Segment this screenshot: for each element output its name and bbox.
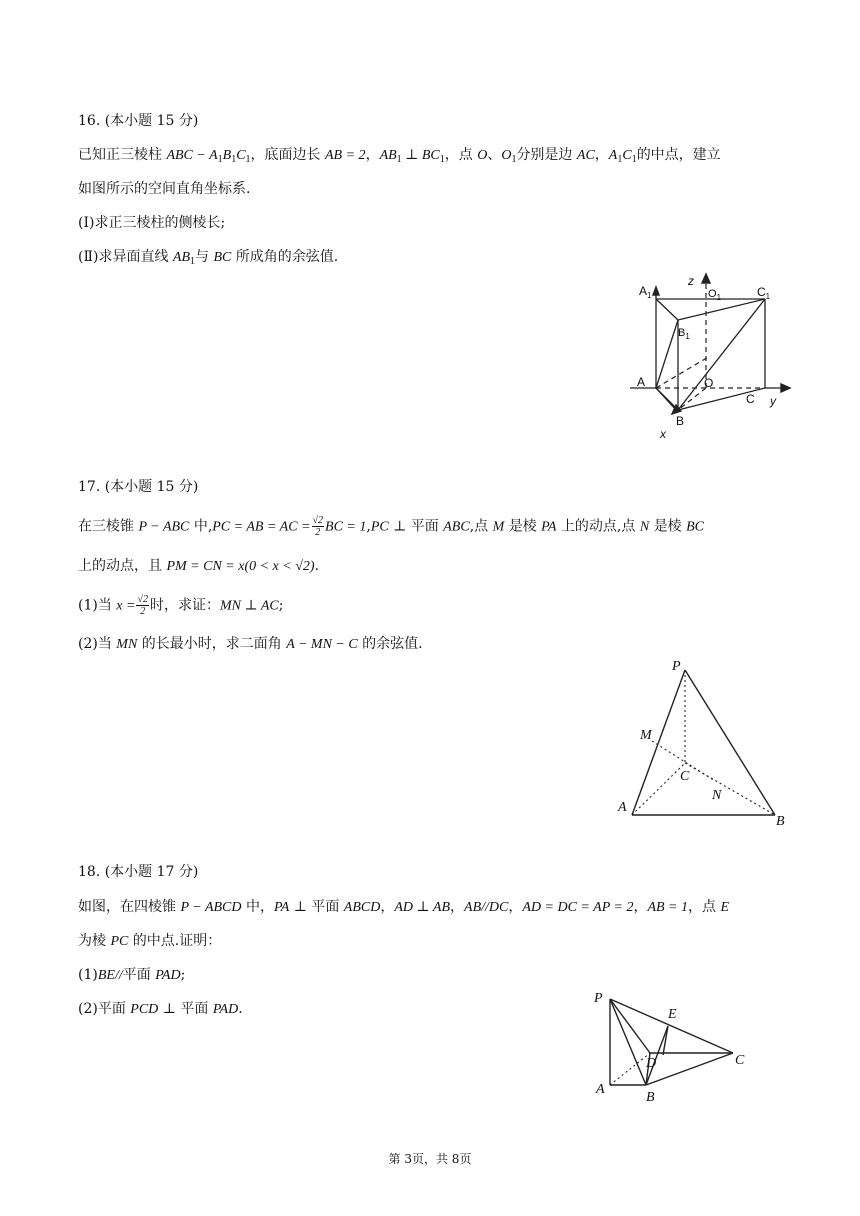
- q17-part-1: (1)当 x = $\frac{√2}{2}$ 时，求证：MN ⊥ AC;: [78, 594, 284, 617]
- q16-part-i: (Ⅰ)求正三棱柱的侧棱长;: [78, 215, 226, 231]
- q16-prism-figure: [620, 270, 800, 445]
- q17-pyramid-figure: [610, 655, 800, 830]
- fig17-label-n: N: [712, 788, 722, 803]
- fig16-label-c: C: [746, 392, 755, 406]
- fig16-label-b1: $B_1$: [678, 327, 690, 341]
- q16-part-ii: (Ⅱ)求异面直线 $AB_1$与 BC 所成角的余弦值.: [78, 249, 339, 267]
- q18-part-1: (1)BE//平面 PAD;: [78, 967, 186, 983]
- q17-header: 17. (本小题 15 分): [78, 479, 199, 495]
- fig16-label-z: z: [688, 274, 694, 288]
- fig17-label-b: B: [776, 814, 785, 829]
- fig16-label-o1: $O_1$: [708, 288, 722, 302]
- q16-statement-line1: 已知正三棱柱 ABC − $A_1B_1C_1$，底面边长 AB = 2，$AB_1$ ⊥ $BC_1$，点 O、$O_1$分别是边 AC，$A_1C_1$的中点，建立: [78, 147, 721, 165]
- fig16-label-o: O: [704, 376, 714, 390]
- q18-part-2: (2)平面 PCD ⊥ 平面 PAD.: [78, 1001, 243, 1017]
- fig17-label-p: P: [672, 659, 681, 674]
- q16-header: 16. (本小题 15 分): [78, 113, 199, 129]
- fig16-label-a1: $A_1$: [639, 284, 652, 300]
- q17-statement-line1: 在三棱锥 P − ABC 中,PC = AB = AC = $\frac{√2}{2}$ BC = 1,PC ⊥ 平面 ABC,点 M 是棱 PA 上的动点,点 N 是棱 BC: [78, 515, 704, 538]
- q17-part-2: (2)当 MN 的长最小时，求二面角 A − MN − C 的余弦值.: [78, 636, 423, 652]
- fig18-label-d: D: [646, 1056, 657, 1071]
- fig18-label-e: E: [668, 1007, 677, 1022]
- page-footer: 第 3页，共 8页: [388, 1152, 472, 1166]
- fig16-label-y: y: [770, 394, 776, 408]
- fig18-label-b: B: [646, 1090, 655, 1105]
- q18-statement-line1: 如图，在四棱锥 P − ABCD 中，PA ⊥ 平面 ABCD，AD ⊥ AB，AB//DC，AD = DC = AP = 2，AB = 1，点 E: [78, 899, 730, 915]
- fig16-label-a: A: [637, 375, 646, 389]
- q17-statement-line2: 上的动点，且 PM = CN = x(0 < x < √2).: [78, 558, 320, 574]
- q18-header: 18. (本小题 17 分): [78, 864, 199, 880]
- fig16-label-b: B: [676, 414, 685, 428]
- fig18-label-a: A: [596, 1082, 605, 1097]
- q18-pyramid-figure: [588, 985, 763, 1105]
- fig17-label-c: C: [680, 769, 690, 784]
- q16-statement-line2: 如图所示的空间直角坐标系.: [78, 181, 251, 197]
- fig18-label-c: C: [735, 1053, 745, 1068]
- fig17-label-a: A: [618, 800, 627, 815]
- q18-statement-line2: 为棱 PC 的中点.证明：: [78, 933, 222, 949]
- fig17-label-m: M: [640, 728, 652, 743]
- fig16-label-c1: $C_1$: [757, 285, 771, 301]
- fig16-label-x: x: [660, 427, 666, 441]
- fig18-label-p: P: [594, 991, 603, 1006]
